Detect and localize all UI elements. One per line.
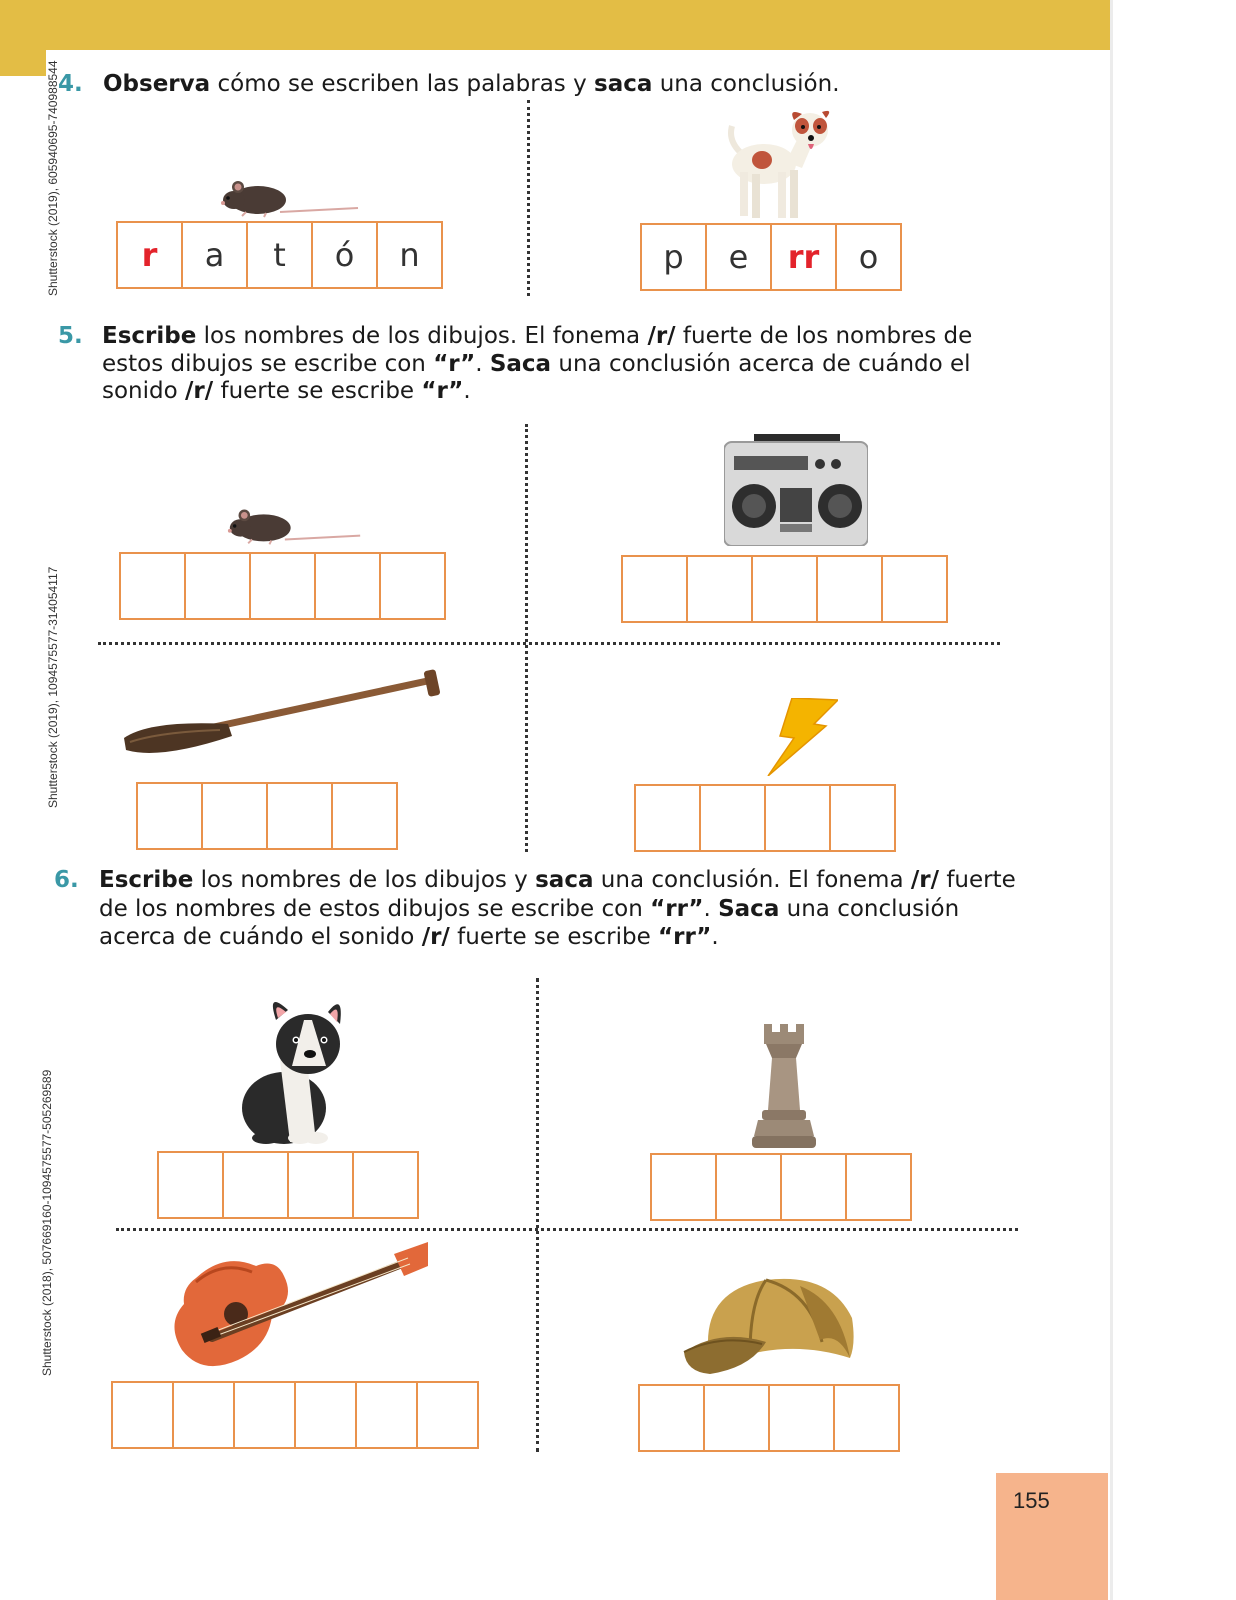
letter-box[interactable] bbox=[222, 1151, 289, 1219]
letter-box: n bbox=[376, 221, 443, 289]
letter-box[interactable] bbox=[287, 1151, 354, 1219]
exercise-number: 5. bbox=[58, 323, 83, 349]
letter-box[interactable] bbox=[249, 552, 316, 620]
word-boxes-raton bbox=[116, 221, 443, 289]
letter-box[interactable] bbox=[294, 1381, 357, 1449]
letter-box: a bbox=[181, 221, 248, 289]
letter-box: t bbox=[246, 221, 313, 289]
answer-boxes[interactable] bbox=[136, 782, 398, 850]
exercise-instruction-line: Escribe los nombres de los dibujos y saca una conclusión. El fonema /r/ fuerte bbox=[99, 867, 1016, 893]
letter-box[interactable] bbox=[136, 782, 203, 850]
exercise-instruction-line: acerca de cuándo el sonido /r/ fuerte se escribe “rr”. bbox=[99, 924, 719, 950]
image-credit: Shutterstock (2019), 605940695-740988544 bbox=[46, 60, 60, 296]
letter-box: o bbox=[835, 223, 902, 291]
letter-box[interactable] bbox=[715, 1153, 782, 1221]
letter-box[interactable] bbox=[621, 555, 688, 623]
letter-box[interactable] bbox=[172, 1381, 235, 1449]
answer-boxes[interactable] bbox=[634, 784, 896, 852]
letter-box[interactable] bbox=[780, 1153, 847, 1221]
dotted-divider bbox=[98, 642, 1000, 645]
exercise-number: 6. bbox=[54, 867, 79, 893]
letter-box[interactable] bbox=[829, 784, 896, 852]
letter-box[interactable] bbox=[119, 552, 186, 620]
header-band bbox=[0, 0, 1112, 50]
letter-box[interactable] bbox=[638, 1384, 705, 1452]
bulldog-icon bbox=[236, 996, 344, 1146]
letter-box[interactable] bbox=[768, 1384, 835, 1452]
letter-box: p bbox=[640, 223, 707, 291]
letter-box[interactable] bbox=[833, 1384, 900, 1452]
dotted-divider bbox=[525, 424, 528, 852]
dotted-divider bbox=[116, 1228, 1018, 1231]
mouse-icon bbox=[225, 504, 365, 546]
letter-box[interactable] bbox=[703, 1384, 770, 1452]
letter-box[interactable] bbox=[184, 552, 251, 620]
exercise-instruction-line: de los nombres de estos dibujos se escribe con “rr”. Saca una conclusión bbox=[99, 896, 960, 922]
letter-box[interactable] bbox=[845, 1153, 912, 1221]
letter-box: ó bbox=[311, 221, 378, 289]
letter-box[interactable] bbox=[111, 1381, 174, 1449]
exercise-instruction-line: sonido /r/ fuerte se escribe “r”. bbox=[102, 378, 471, 404]
lightning-icon bbox=[766, 698, 838, 776]
letter-box[interactable] bbox=[233, 1381, 296, 1449]
radio-icon bbox=[724, 434, 868, 546]
letter-box: e bbox=[705, 223, 772, 291]
exercise-instruction-line: Escribe los nombres de los dibujos. El fonema /r/ fuerte de los nombres de bbox=[102, 323, 973, 349]
letter-box: rr bbox=[770, 223, 837, 291]
guitar-icon bbox=[172, 1238, 430, 1372]
answer-boxes[interactable] bbox=[119, 552, 446, 620]
chess-rook-icon bbox=[752, 1024, 816, 1148]
letter-box[interactable] bbox=[379, 552, 446, 620]
letter-box[interactable] bbox=[201, 782, 268, 850]
oar-icon bbox=[120, 668, 442, 776]
dog-icon bbox=[722, 106, 837, 222]
letter-box[interactable] bbox=[881, 555, 948, 623]
answer-boxes[interactable] bbox=[638, 1384, 900, 1452]
answer-boxes[interactable] bbox=[111, 1381, 479, 1449]
letter-box[interactable] bbox=[355, 1381, 418, 1449]
dotted-divider bbox=[536, 978, 539, 1452]
image-credit: Shutterstock (2019), 1094575577-314054117 bbox=[46, 566, 60, 808]
letter-box[interactable] bbox=[331, 782, 398, 850]
letter-box[interactable] bbox=[416, 1381, 479, 1449]
letter-box[interactable] bbox=[157, 1151, 224, 1219]
letter-box[interactable] bbox=[352, 1151, 419, 1219]
dotted-divider bbox=[527, 100, 530, 296]
letter-box[interactable] bbox=[816, 555, 883, 623]
letter-box[interactable] bbox=[699, 784, 766, 852]
letter-box[interactable] bbox=[634, 784, 701, 852]
mouse-icon bbox=[218, 176, 363, 218]
exercise-instruction: Observa cómo se escriben las palabras y saca una conclusión. bbox=[103, 71, 840, 97]
answer-boxes[interactable] bbox=[650, 1153, 912, 1221]
letter-box[interactable] bbox=[686, 555, 753, 623]
letter-box[interactable] bbox=[650, 1153, 717, 1221]
answer-boxes[interactable] bbox=[621, 555, 948, 623]
word-boxes-perro bbox=[640, 223, 902, 291]
letter-box: r bbox=[116, 221, 183, 289]
exercise-number: 4. bbox=[58, 71, 83, 97]
header-band-lip bbox=[0, 50, 46, 76]
page-number: 155 bbox=[1013, 1488, 1050, 1513]
letter-box[interactable] bbox=[266, 782, 333, 850]
letter-box[interactable] bbox=[764, 784, 831, 852]
cap-icon bbox=[680, 1272, 858, 1380]
letter-box[interactable] bbox=[314, 552, 381, 620]
answer-boxes[interactable] bbox=[157, 1151, 419, 1219]
exercise-instruction-line: estos dibujos se escribe con “r”. Saca una conclusión acerca de cuándo el bbox=[102, 351, 971, 377]
image-credit: Shutterstock (2018), 507669160-1094575577-505269589 bbox=[40, 1069, 54, 1376]
page-edge bbox=[1110, 0, 1113, 1600]
letter-box[interactable] bbox=[751, 555, 818, 623]
